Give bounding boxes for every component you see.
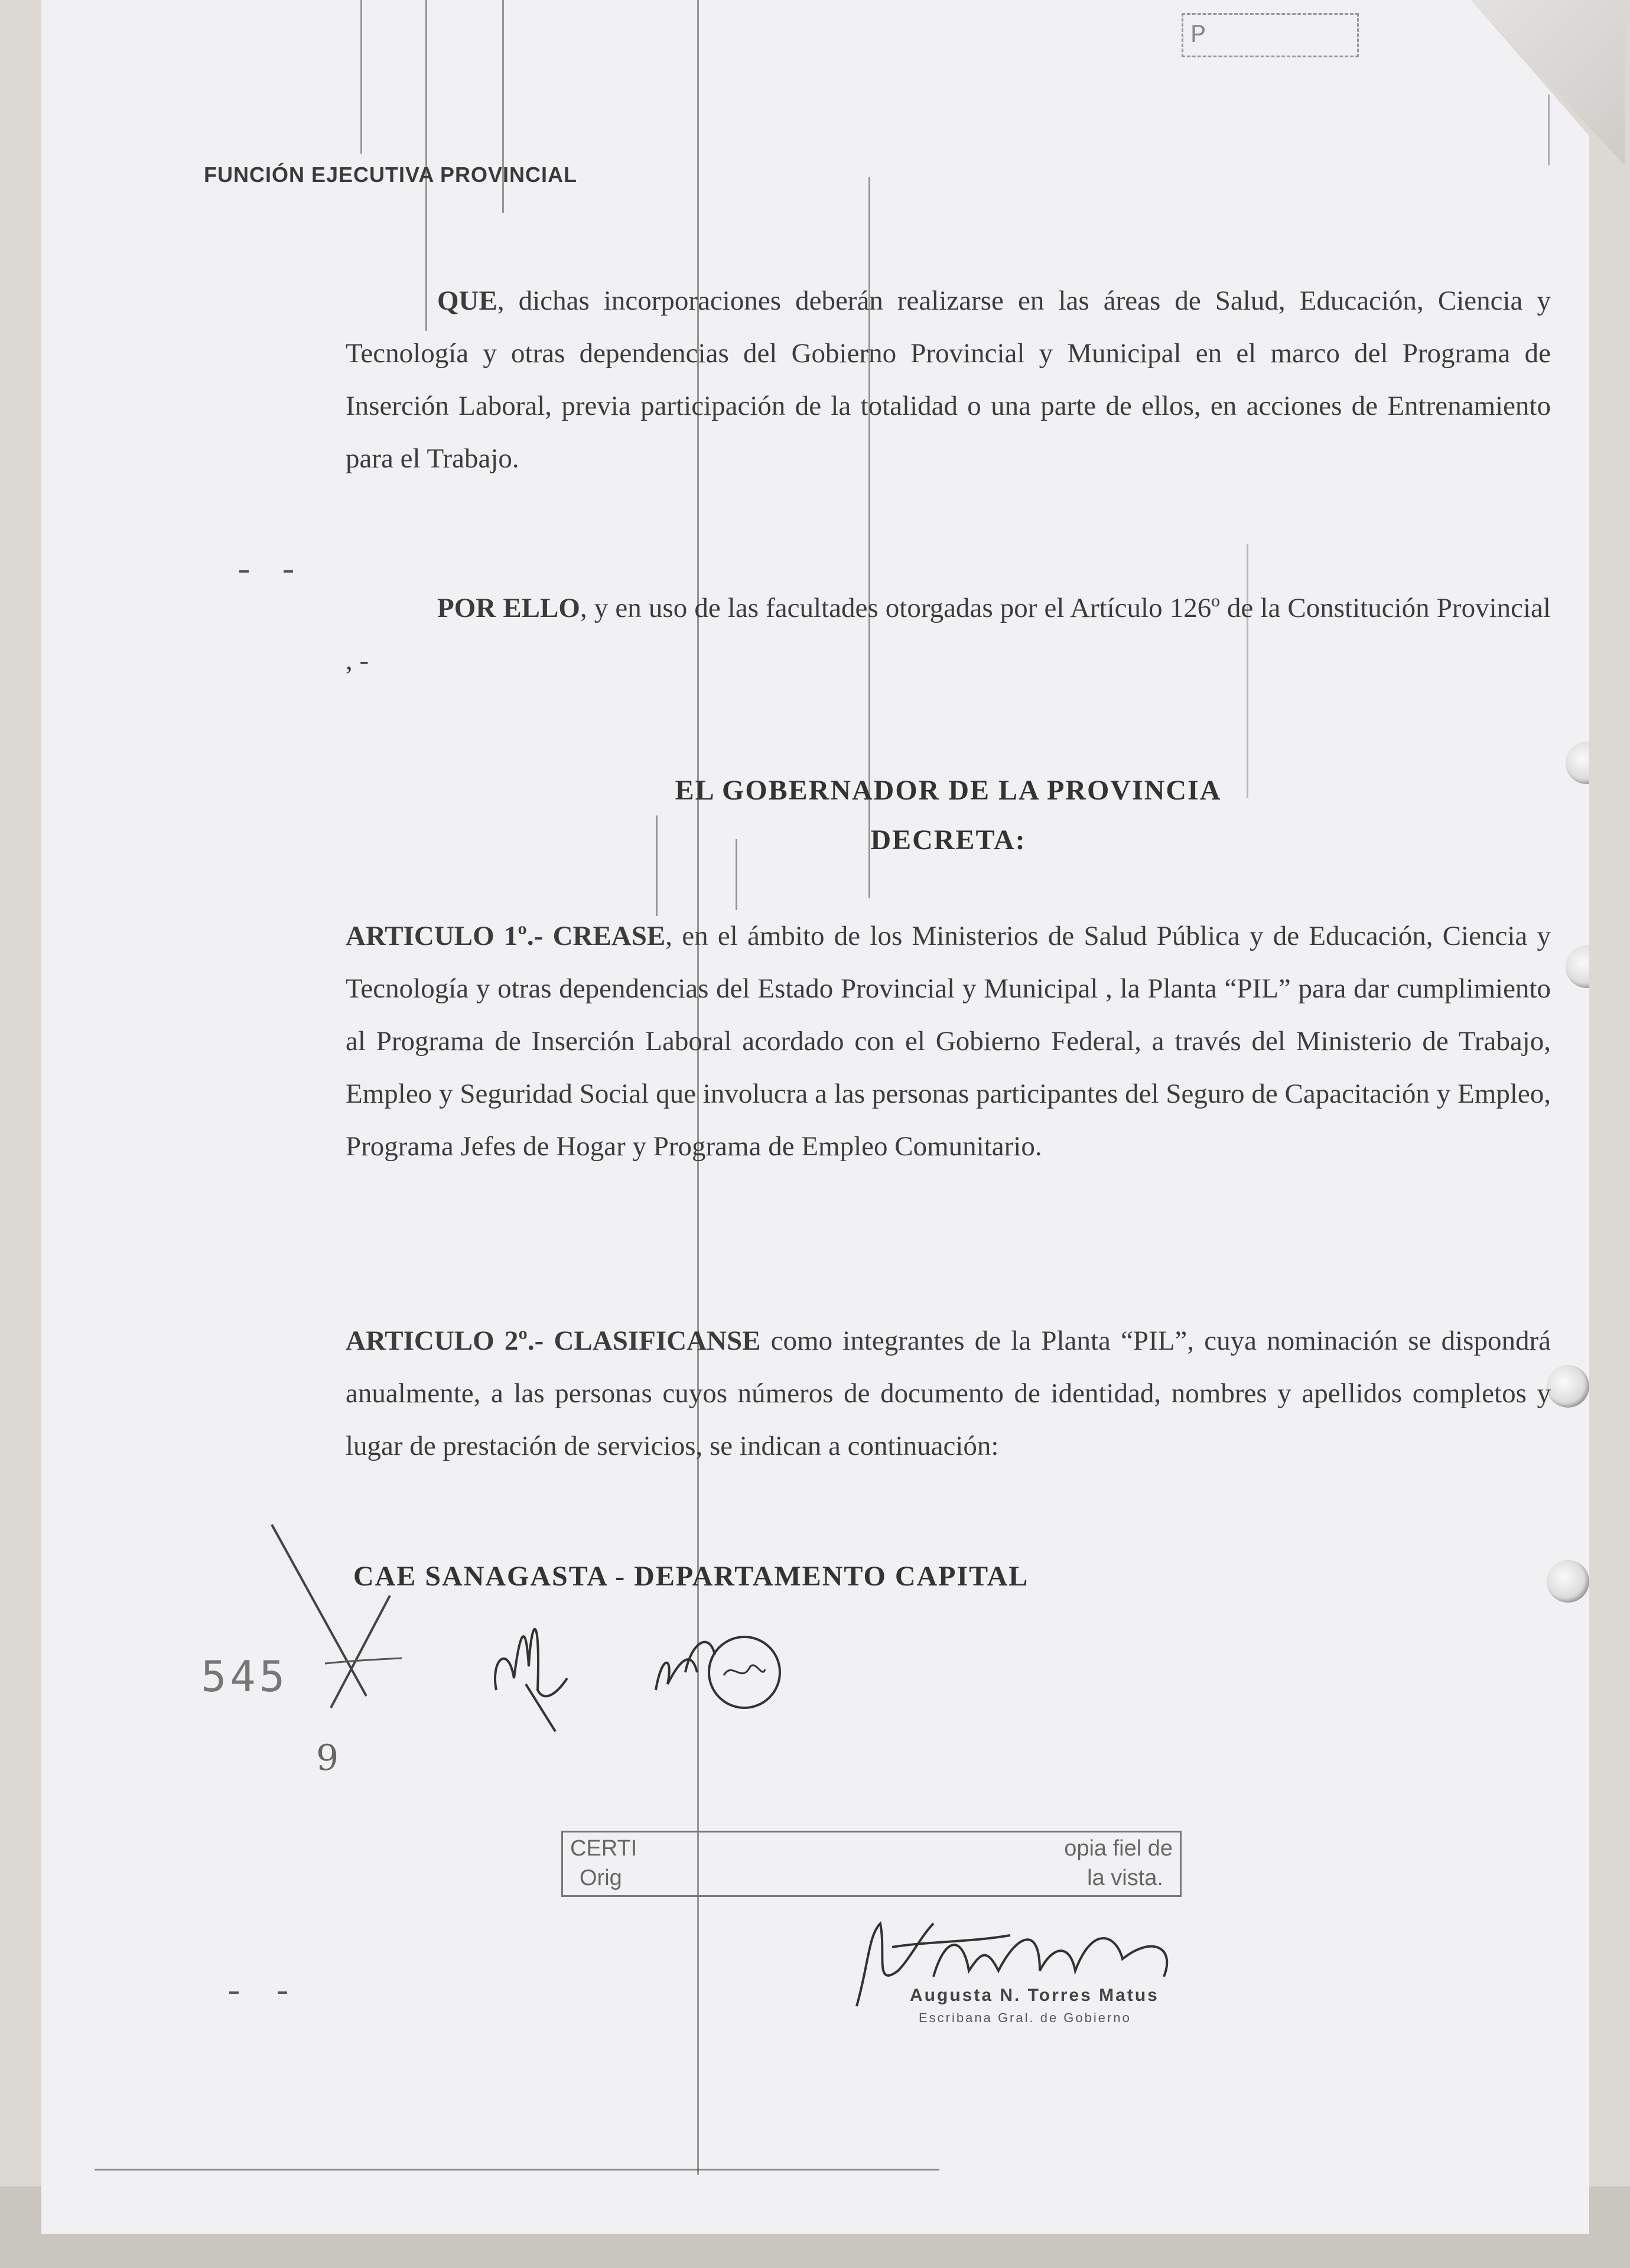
paragraph-por-ello: [346, 582, 1551, 687]
certification-stamp: [561, 1831, 1182, 1897]
signer-title: Escribana Gral. de Gobierno: [919, 2010, 1131, 2025]
paragraph-lead: POR ELLO: [437, 593, 580, 623]
initials-signature: [484, 1607, 591, 1737]
margin-dash: [229, 1991, 239, 1994]
stamp-text: la vista.: [1087, 1866, 1163, 1890]
punch-hole: [1566, 945, 1608, 988]
paragraph-text: , y en uso de las facultades otorgadas por el Artículo 126º de la Constitución Provincial , -: [346, 593, 1551, 676]
initials-signature: [644, 1619, 798, 1714]
copy-artifact-line: [1548, 95, 1550, 165]
copy-artifact-line: [360, 0, 362, 154]
paragraph-que: [346, 275, 1551, 485]
decree-title: [346, 766, 1551, 865]
paragraph-text: , dichas incorporaciones deberán realizarse en las áreas de Salud, Educación, Ciencia y Tecnología y otras dependencias del Gobierno Provincial y Municipal en el marco del Programa de Inserción Laboral, previa participación de la totalidad o una parte de ellos, en acciones de Entrenamiento para el Trabajo.: [346, 285, 1551, 474]
article-text: como integrantes de la Planta “PIL”, cuya nominación se dispondrá anualmente, a las personas cuyos números de documento de identidad, nombres y apellidos completos y lugar de prestación de servicios, se indican a continuación:: [346, 1325, 1551, 1461]
document-header: FUNCIÓN EJECUTIVA PROVINCIAL: [204, 163, 578, 187]
paragraph-lead: QUE: [437, 285, 497, 316]
section-heading: CAE SANAGASTA - DEPARTAMENTO CAPITAL: [353, 1561, 1029, 1592]
stamp-text: Orig: [580, 1866, 622, 1890]
top-stamp: P: [1182, 13, 1359, 57]
punch-hole: [1547, 1365, 1589, 1408]
article-2: [346, 1315, 1551, 1473]
article-lead: ARTICULO 2º.- CLASIFICANSE: [346, 1325, 761, 1356]
punch-hole: [1547, 1560, 1589, 1603]
margin-dash: [278, 1991, 287, 1994]
margin-dash: [284, 570, 293, 573]
stamp-text: CERTI: [570, 1836, 637, 1861]
article-text: , en el ámbito de los Ministerios de Salud Pública y de Educación, Ciencia y Tecnología y otras dependencias del Estado Provincial y Municipal , la Planta “PIL” para dar cumplimiento al Programa de Inserción Laboral acordado con el Gobierno Federal, a través del Ministerio de Trabajo, Empleo y Seguridad Social que involucra a las personas participantes del Seguro de Capacitación y Empleo, Programa Jefes de Hogar y Programa de Empleo Comunitario.: [346, 921, 1551, 1162]
article-lead: ARTICULO 1º.- CREASE: [346, 921, 666, 951]
handwritten-number: 545: [201, 1652, 289, 1701]
decree-title-line: DECRETA:: [870, 824, 1026, 856]
margin-dash: [239, 570, 249, 573]
punch-hole: [1566, 742, 1608, 784]
stamp-text: opia fiel de: [1064, 1836, 1173, 1861]
decree-title-line: EL GOBERNADOR DE LA PROVINCIA: [675, 775, 1222, 806]
signer-name: Augusta N. Torres Matus: [910, 1986, 1159, 2005]
handwritten-digit: 9: [316, 1737, 339, 1779]
copy-artifact-line: [95, 2169, 939, 2170]
article-1: [346, 910, 1551, 1173]
